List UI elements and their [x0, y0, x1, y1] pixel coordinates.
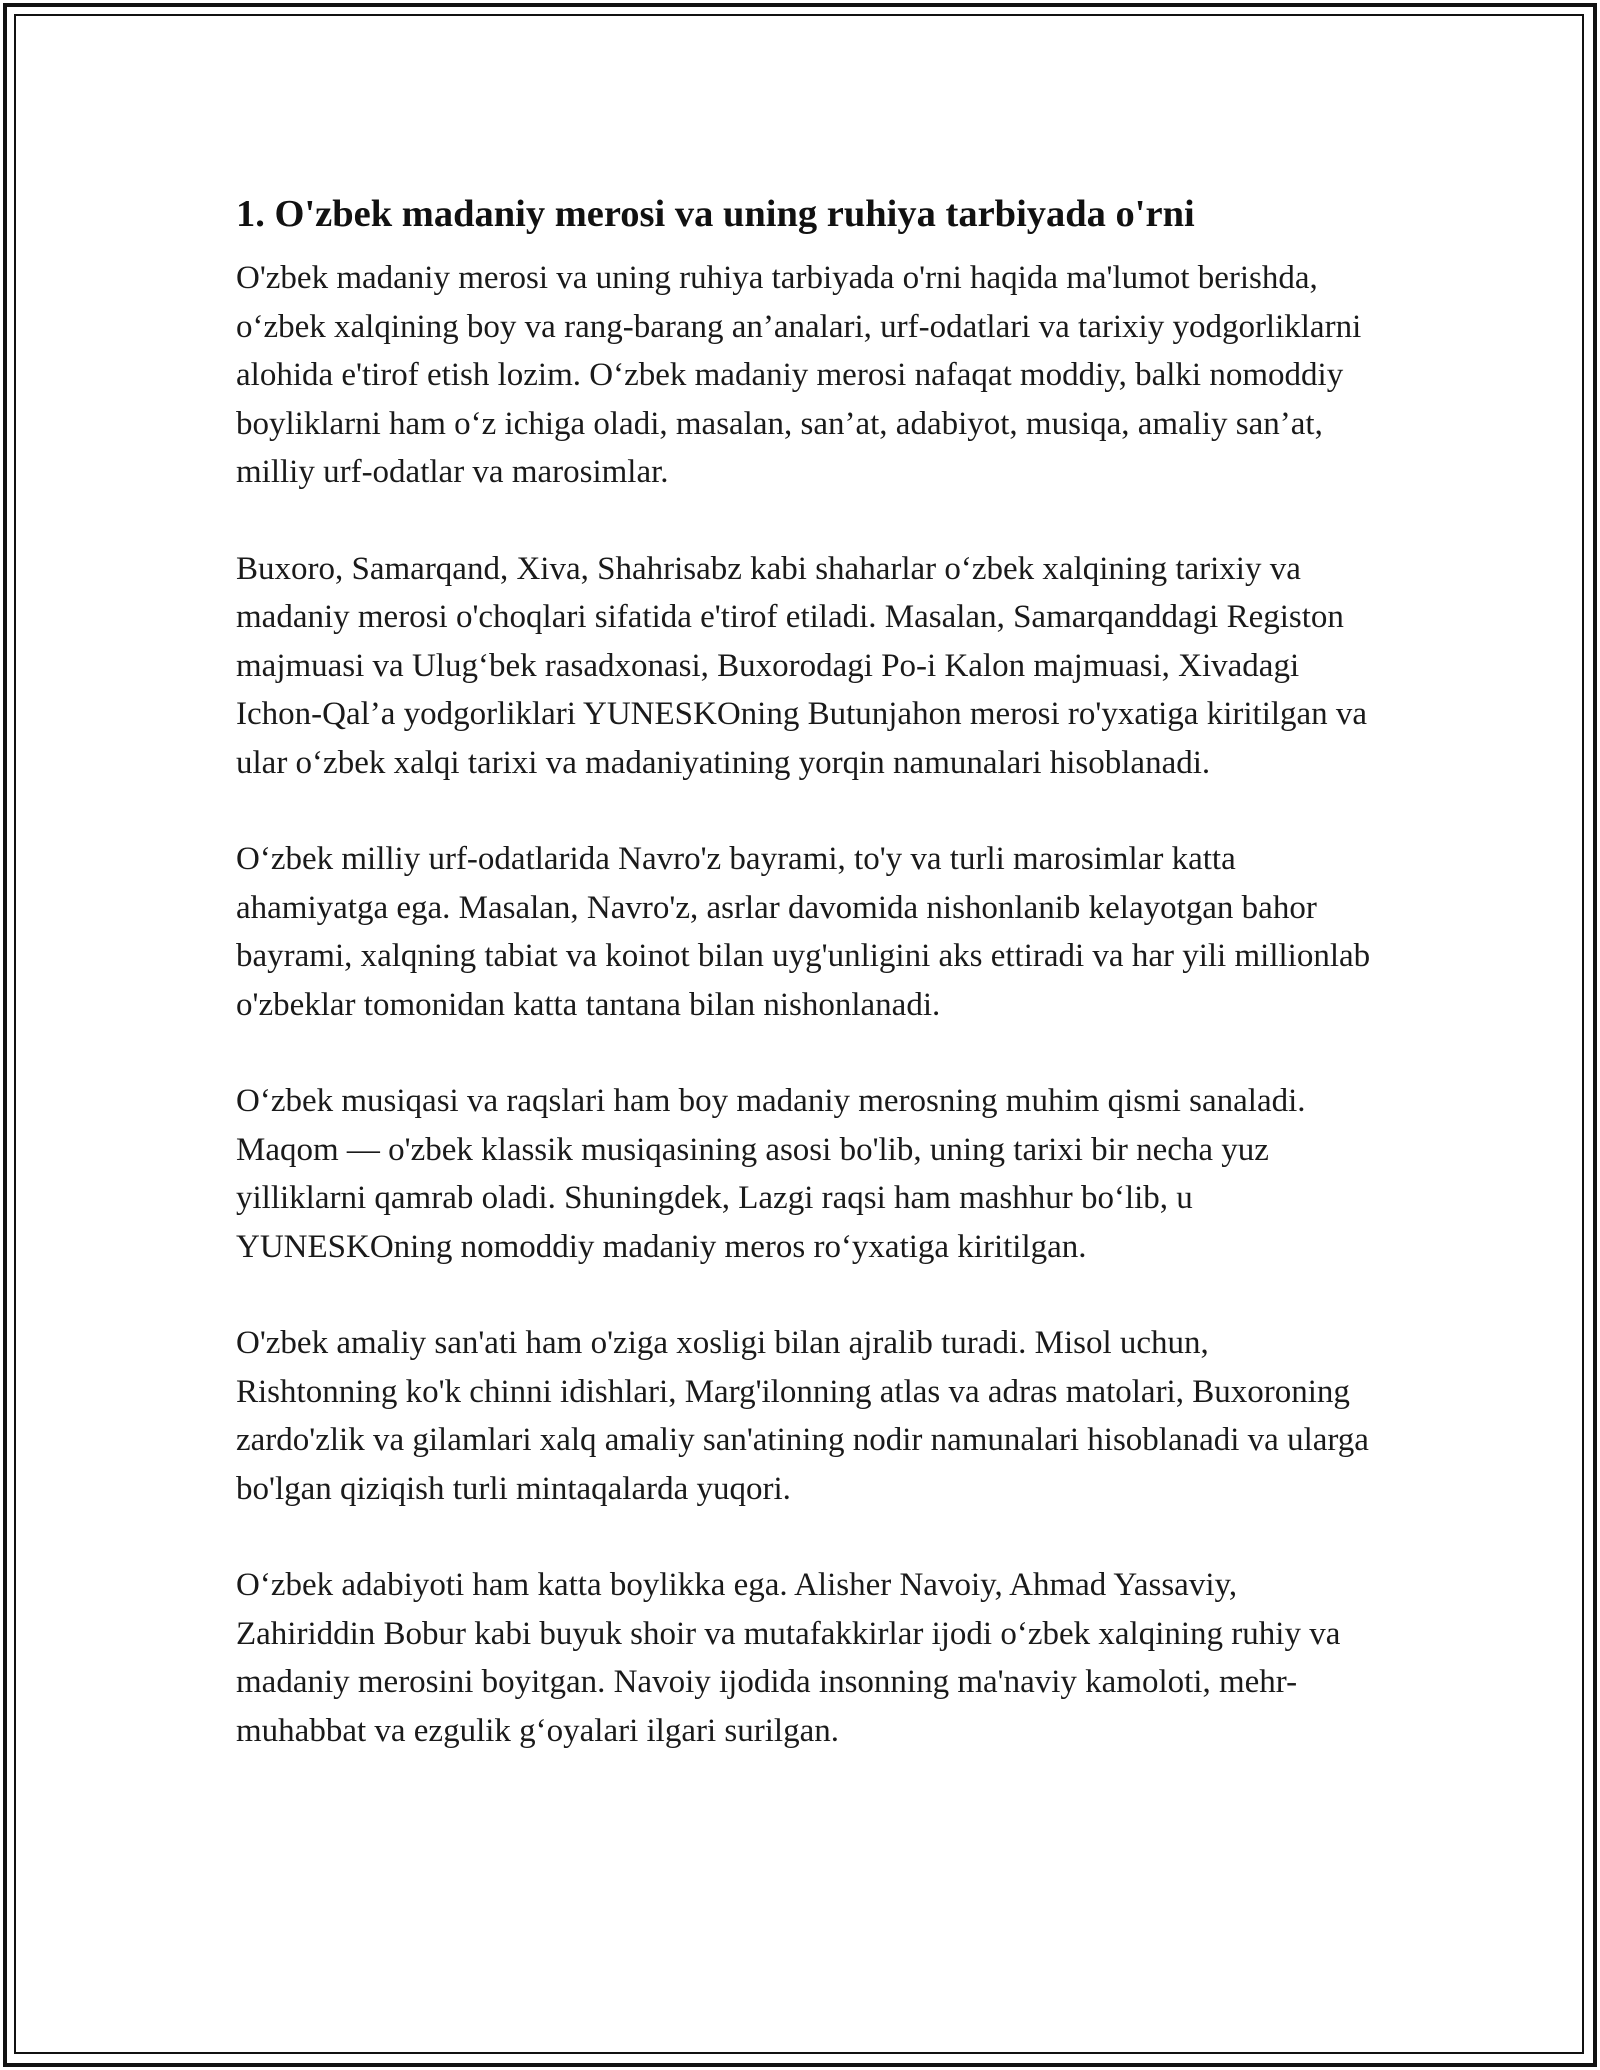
document-body [236, 188, 1376, 1755]
paragraph-intro: O'zbek madaniy merosi va uning ruhiya tarbiyada o'rni haqida ma'lumot berishda, o‘zbek xalqining boy va rang-barang an’analari, urf-odatlari va tarixiy yodgorliklarni alohida e'tirof etish lozim. O‘zbek madaniy merosi nafaqat moddiy, balki nomoddiy boyliklarni ham o‘z ichiga oladi, masalan, san’at, adabiyot, musiqa, amaliy san’at, milliy urf-odatlar va marosimlar. [236, 260, 1362, 490]
paragraph-music: O‘zbek musiqasi va raqslari ham boy madaniy merosning muhim qismi sanaladi. Maqom — o'zbek klassik musiqasining asosi bo'lib, uning tarixi bir necha yuz yilliklarni qamrab oladi. Shuningdek, Lazgi raqsi ham mashhur bo‘lib, u YUNESKOning nomoddiy madaniy meros ro‘yxatiga kiritilgan. [236, 1083, 1306, 1265]
paragraph-cities: Buxoro, Samarqand, Xiva, Shahrisabz kabi shaharlar o‘zbek xalqining tarixiy va madaniy merosi o'choqlari sifatida e'tirof etiladi. Masalan, Samarqanddagi Registon majmuasi va Ulug‘bek rasadxonasi, Buxorodagi Po-i Kalon majmuasi, Xivadagi Ichon-Qal’a yodgorliklari YUNESKOning Butunjahon merosi ro'yxatiga kiritilgan va ular o‘zbek xalqi tarixi va madaniyatining yorqin namunalari hisoblanadi. [236, 550, 1368, 781]
section-heading: 1. O'zbek madaniy merosi va uning ruhiya tarbiyada o'rni [236, 193, 1195, 235]
paragraph-traditions: O‘zbek milliy urf-odatlarida Navro'z bayrami, to'y va turli marosimlar katta ahamiyatga ega. Masalan, Navro'z, asrlar davomida nishonlanib kelayotgan bahor bayrami, xalqning tabiat va koinot bilan uyg'unligini aks ettiradi va har yili millionlab o'zbeklar tomonidan katta tantana bilan nishonlanadi. [236, 841, 1371, 1023]
paragraph-applied-art: O'zbek amaliy san'ati ham o'ziga xosligi bilan ajralib turadi. Misol uchun, Rishtonning ko'k chinni idishlari, Marg'ilonning atlas va adras matolari, Buxoroning zardo'zlik va gilamlari xalq amaliy san'atining nodir namunalari hisoblanadi va ularga bo'lgan qiziqish turli mintaqalarda yuqori. [236, 1325, 1369, 1507]
paragraph-literature: O‘zbek adabiyoti ham katta boylikka ega. Alisher Navoiy, Ahmad Yassaviy, Zahiriddin Bobur kabi buyuk shoir va mutafakkirlar ijodi o‘zbek xalqining ruhiy va madaniy merosini boyitgan. Navoiy ijodida insonning ma'naviy kamoloti, mehr-muhabbat va ezgulik g‘oyalari ilgari surilgan. [236, 1567, 1341, 1749]
